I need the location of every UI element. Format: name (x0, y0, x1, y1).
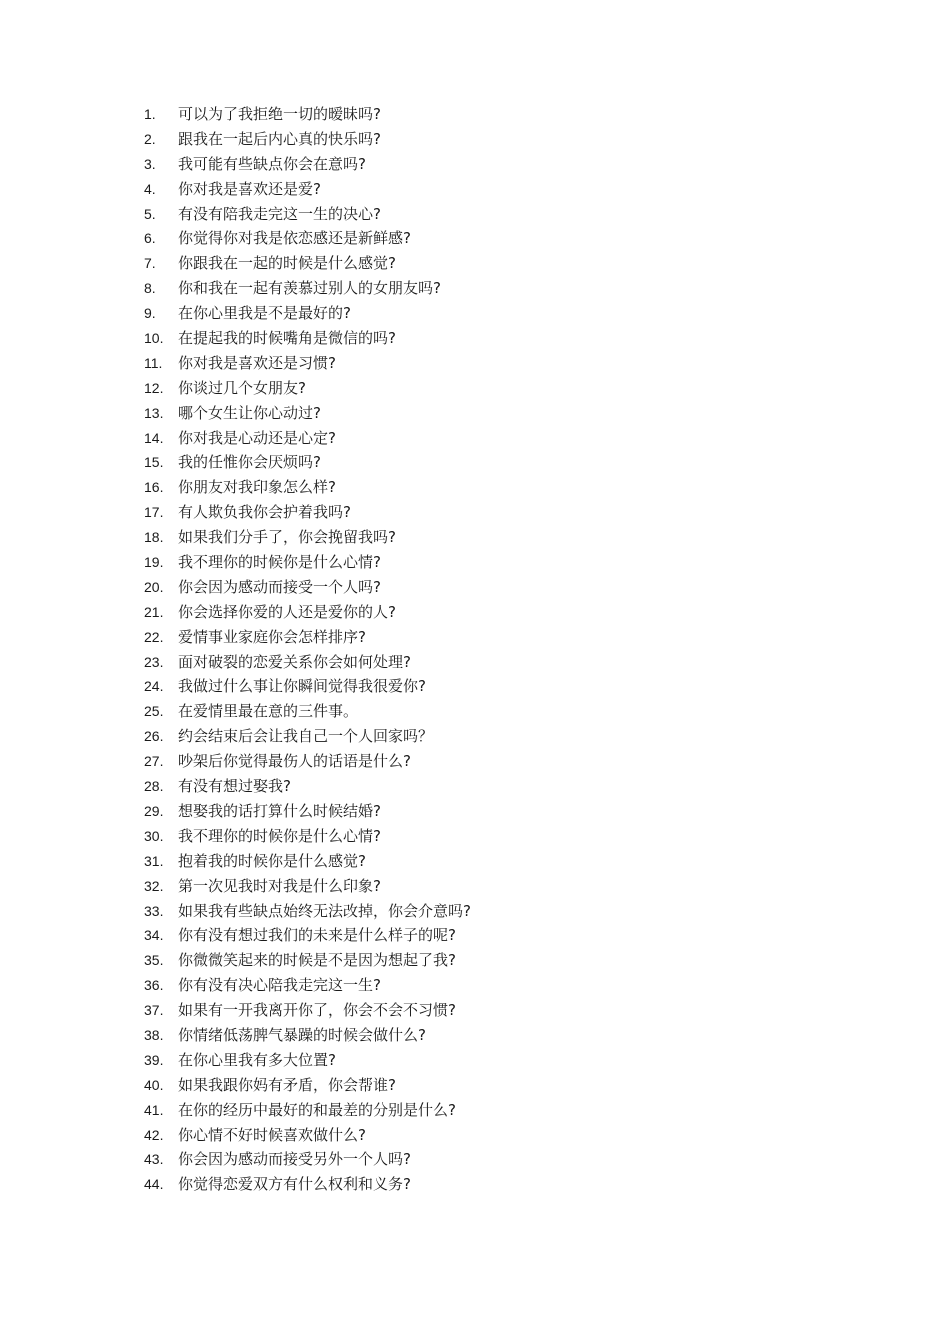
list-item-text: 我可能有些缺点你会在意吗? (178, 154, 366, 173)
list-item-text: 你谈过几个女朋友? (178, 378, 306, 397)
list-item-number: 31. (144, 852, 164, 869)
list-item-number: 33. (144, 902, 164, 919)
list-item-number: 6. (144, 230, 156, 247)
list-item (144, 102, 471, 127)
list-item (144, 251, 471, 276)
list-item-number: 30. (144, 827, 164, 844)
list-item (144, 152, 471, 177)
list-item (144, 177, 471, 202)
list-item-number: 22. (144, 628, 164, 645)
list-item-text: 你跟我在一起的时候是什么感觉? (178, 254, 396, 273)
list-item-text: 我不理你的时候你是什么心情? (178, 553, 381, 572)
list-item-number: 19. (144, 554, 164, 571)
list-item-text: 你会因为感动而接受另外一个人吗? (178, 1150, 411, 1169)
list-item-text: 你对我是喜欢还是习惯? (178, 353, 336, 372)
list-item-text: 在提起我的时候嘴角是微信的吗? (178, 329, 396, 348)
list-item-text: 如果我们分手了，你会挽留我吗? (178, 528, 396, 547)
list-item (144, 500, 471, 525)
list-item-text: 如果我有些缺点始终无法改掉，你会介意吗? (178, 901, 471, 920)
list-item-number: 8. (144, 280, 156, 297)
list-item (144, 899, 471, 924)
list-item (144, 699, 471, 724)
list-item-number: 18. (144, 529, 164, 546)
list-item-text: 你和我在一起有羡慕过别人的女朋友吗? (178, 279, 441, 298)
list-item-text: 有没有陪我走完这一生的决心? (178, 204, 381, 223)
list-item (144, 998, 471, 1023)
list-item (144, 948, 471, 973)
list-item-number: 25. (144, 703, 164, 720)
list-item (144, 1123, 471, 1148)
list-item-text: 如果我跟你妈有矛盾，你会帮谁? (178, 1075, 396, 1094)
list-item-text: 你心情不好时候喜欢做什么? (178, 1125, 366, 1144)
list-item-number: 17. (144, 504, 164, 521)
list-item-text: 第一次见我时对我是什么印象? (178, 876, 381, 895)
list-item-text: 想娶我的话打算什么时候结婚? (178, 801, 381, 820)
list-item-text: 在你的经历中最好的和最差的分别是什么? (178, 1100, 456, 1119)
list-item (144, 923, 471, 948)
list-item (144, 650, 471, 675)
list-item-number: 24. (144, 678, 164, 695)
list-item-number: 40. (144, 1076, 164, 1093)
list-item (144, 600, 471, 625)
list-item-number: 28. (144, 778, 164, 795)
list-item (144, 401, 471, 426)
list-item (144, 326, 471, 351)
list-item-text: 吵架后你觉得最伤人的话语是什么? (178, 752, 411, 771)
list-item (144, 202, 471, 227)
list-item (144, 724, 471, 749)
list-item-text: 抱着我的时候你是什么感觉? (178, 851, 366, 870)
list-item-text: 面对破裂的恋爱关系你会如何处理? (178, 652, 411, 671)
list-item-text: 你情绪低荡脾气暴躁的时候会做什么? (178, 1025, 426, 1044)
list-item-number: 39. (144, 1051, 164, 1068)
list-item-number: 13. (144, 404, 164, 421)
list-item-number: 11. (144, 354, 163, 371)
list-item-number: 35. (144, 952, 164, 969)
list-item-number: 2. (144, 130, 156, 147)
list-item-text: 我做过什么事让你瞬间觉得我很爱你? (178, 677, 426, 696)
list-item (144, 774, 471, 799)
list-item (144, 1023, 471, 1048)
list-item-number: 43. (144, 1151, 164, 1168)
list-item-text: 有没有想过娶我? (178, 777, 291, 796)
list-item (144, 874, 471, 899)
list-item-number: 44. (144, 1176, 164, 1193)
list-item (144, 1147, 471, 1172)
list-item (144, 351, 471, 376)
list-item-number: 27. (144, 753, 164, 770)
list-item (144, 1172, 471, 1197)
list-item-text: 你会因为感动而接受一个人吗? (178, 577, 381, 596)
list-item-number: 23. (144, 653, 164, 670)
list-item-number: 21. (144, 603, 164, 620)
list-item-text: 有人欺负我你会护着我吗? (178, 503, 351, 522)
list-item (144, 625, 471, 650)
list-item-text: 你对我是喜欢还是爱? (178, 179, 321, 198)
list-item-text: 你对我是心动还是心定? (178, 428, 336, 447)
list-item-number: 20. (144, 578, 164, 595)
list-item-number: 41. (144, 1101, 164, 1118)
list-item (144, 301, 471, 326)
list-item-number: 5. (144, 205, 156, 222)
list-item-text: 你朋友对我印象怎么样? (178, 478, 336, 497)
list-item-text: 你微微笑起来的时候是不是因为想起了我? (178, 951, 456, 970)
list-item (144, 575, 471, 600)
list-item-text: 在爱情里最在意的三件事。 (178, 702, 359, 721)
list-item-text: 我的任惟你会厌烦吗? (178, 453, 321, 472)
list-item-text: 跟我在一起后内心真的快乐吗? (178, 129, 381, 148)
list-item (144, 1098, 471, 1123)
list-item-number: 26. (144, 728, 164, 745)
list-item-text: 如果有一开我离开你了，你会不会不习惯? (178, 1001, 456, 1020)
list-item-text: 你会选择你爱的人还是爱你的人? (178, 602, 396, 621)
list-item-number: 42. (144, 1126, 164, 1143)
list-item (144, 749, 471, 774)
list-item-number: 9. (144, 305, 156, 322)
list-item (144, 799, 471, 824)
list-item-text: 在你心里我是不是最好的? (178, 304, 351, 323)
list-item (144, 824, 471, 849)
list-item-number: 14. (144, 429, 164, 446)
list-item-number: 16. (144, 479, 164, 496)
list-item (144, 376, 471, 401)
list-item-number: 1. (144, 106, 156, 122)
list-item (144, 450, 471, 475)
list-item (144, 276, 471, 301)
list-item-number: 34. (144, 927, 164, 944)
list-item (144, 849, 471, 874)
list-item-number: 38. (144, 1026, 164, 1043)
list-item-text: 你有没有决心陪我走完这一生? (178, 976, 381, 995)
list-item (144, 973, 471, 998)
list-item-text: 哪个女生让你心动过? (178, 403, 321, 422)
list-item-number: 37. (144, 1002, 164, 1019)
list-item (144, 1073, 471, 1098)
list-item (144, 127, 471, 152)
list-item-number: 4. (144, 180, 156, 197)
list-item-number: 15. (144, 454, 164, 471)
list-item (144, 475, 471, 500)
list-item-text: 在你心里我有多大位置? (178, 1050, 336, 1069)
list-item (144, 674, 471, 699)
list-item (144, 1048, 471, 1073)
list-item-number: 29. (144, 802, 164, 819)
list-item-number: 3. (144, 155, 156, 172)
list-item (144, 525, 471, 550)
list-item-number: 7. (144, 255, 156, 272)
list-item-text: 你觉得恋爱双方有什么权利和义务? (178, 1175, 411, 1194)
list-item-text: 我不理你的时候你是什么心情? (178, 826, 381, 845)
list-item (144, 426, 471, 451)
list-item-number: 32. (144, 877, 164, 894)
list-item (144, 550, 471, 575)
list-item-number: 36. (144, 977, 164, 994)
list-item-number: 12. (144, 379, 164, 396)
list-item-text: 爱情事业家庭你会怎样排序? (178, 627, 366, 646)
list-item (144, 226, 471, 251)
list-item-text: 可以为了我拒绝一切的暧昧吗? (178, 105, 381, 123)
list-item-number: 10. (144, 330, 164, 347)
list-item-text: 约会结束后会让我自己一个人回家吗？ (178, 727, 434, 746)
list-item-text: 你有没有想过我们的未来是什么样子的呢? (178, 926, 456, 945)
list-item-text: 你觉得你对我是依恋感还是新鲜感? (178, 229, 411, 248)
question-list (144, 102, 471, 1197)
